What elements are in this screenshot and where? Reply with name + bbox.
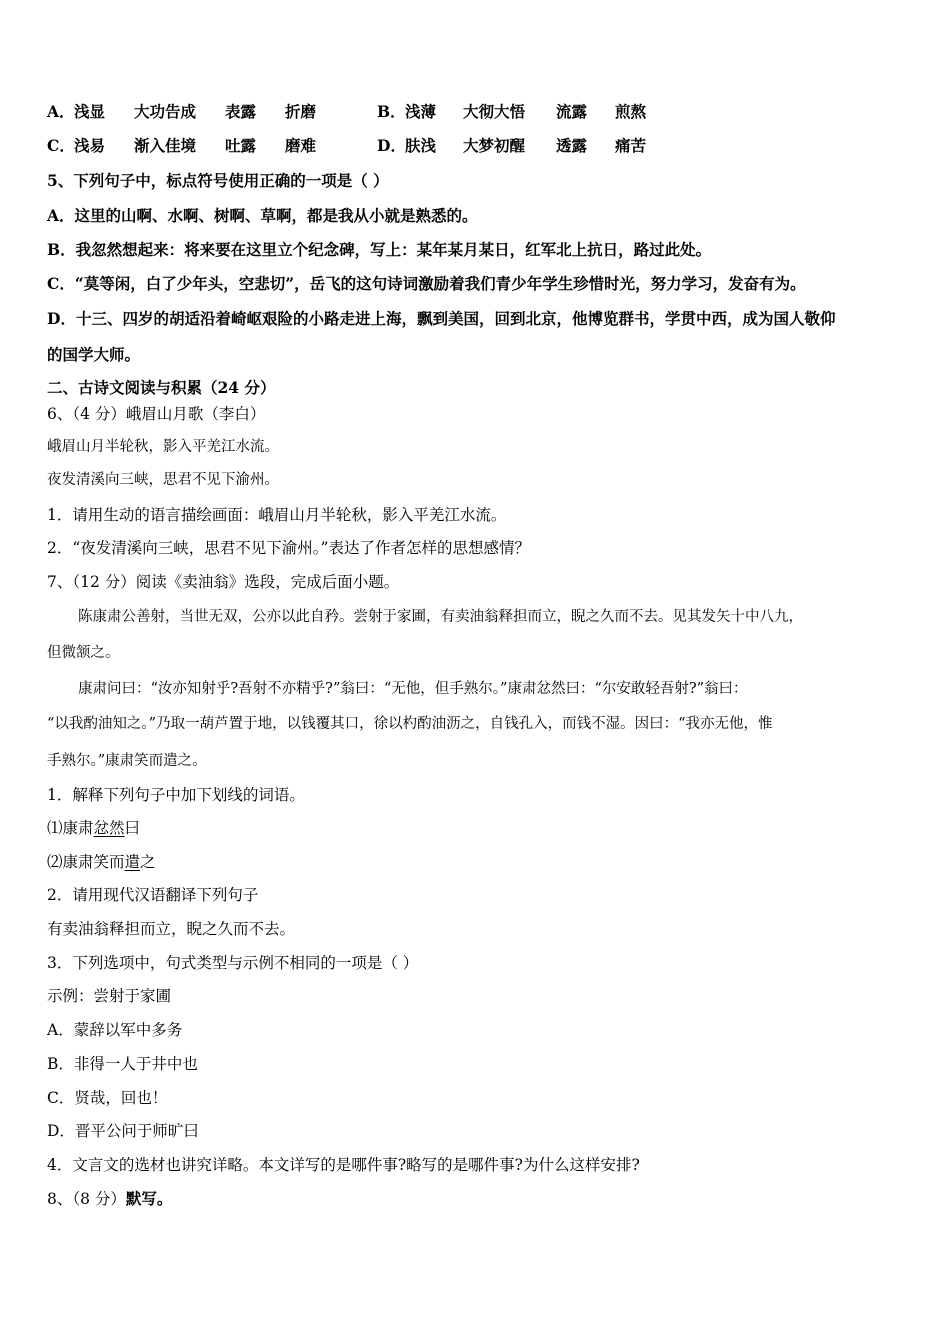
underlined-word: 忿然 <box>93 819 125 837</box>
q4-option-a-label: A． <box>47 102 75 121</box>
passage-line: “以我酌油知之。”乃取一葫芦置于地，以钱覆其口，徐以杓酌油沥之，自钱孔入，而钱不湿。因曰：“我亦无他，惟 <box>47 716 773 732</box>
q4-option-c-word: 浅易 <box>74 136 106 155</box>
q4-option-d-word: 大梦初醒 <box>463 136 526 155</box>
q4-options-row-ab <box>47 102 907 122</box>
q4-option-d-word: 肤浅 <box>405 136 437 155</box>
underlined-word: 遣 <box>124 853 141 871</box>
q4-option-a-word: 浅显 <box>74 102 106 121</box>
q5-option-b: B．我忽然想起来：将来要在这里立个纪念碑，写上：某年某月某日，红军北上抗日，路过此处。 <box>47 240 712 259</box>
q4-option-a-word: 折磨 <box>285 102 317 121</box>
q5-option-d-continued: 的国学大师。 <box>47 345 141 364</box>
q4-options-row-cd <box>47 136 907 156</box>
item-text: ⑵康肃笑而 <box>47 853 125 871</box>
q5-stem: 5、下列句子中，标点符号使用正确的一项是（ ） <box>47 171 389 190</box>
q4-option-a-word: 表露 <box>225 102 257 121</box>
q4-option-d-word: 痛苦 <box>615 136 647 155</box>
poem-line: 夜发清溪向三峡，思君不见下渝州。 <box>47 472 279 488</box>
q7-option-a: A．蒙辞以军中多务 <box>47 1021 183 1039</box>
q8-title: 默写。 <box>125 1189 173 1208</box>
translation-sentence: 有卖油翁释担而立，睨之久而不去。 <box>47 920 296 938</box>
q4-option-c-word: 吐露 <box>225 136 257 155</box>
passage-line: 手熟尔。”康肃笑而遣之。 <box>47 753 207 769</box>
q7-subquestion-2: 2．请用现代汉语翻译下列句子 <box>47 886 259 904</box>
q7-item-1b <box>47 852 156 872</box>
item-text: 之 <box>140 853 156 871</box>
q7-option-b: B．非得一人于井中也 <box>47 1055 198 1073</box>
q5-option-a: A．这里的山啊、水啊、树啊、草啊，都是我从小就是熟悉的。 <box>47 206 478 225</box>
q4-option-d-word: 透露 <box>556 136 588 155</box>
section-title: 二、古诗文阅读与积累（24 分） <box>47 378 276 397</box>
q4-option-a-word: 大功告成 <box>134 102 197 121</box>
passage-line: 康肃问曰：“汝亦知射乎?吾射不亦精乎?”翁曰：“无他，但手熟尔。”康肃忿然曰：“尔安敢轻吾射?”翁曰： <box>78 681 748 697</box>
item-text: ⑴康肃 <box>47 819 94 837</box>
q7-option-d: D．晋平公问于师旷曰 <box>47 1122 199 1140</box>
q7-subquestion-3: 3．下列选项中，句式类型与示例不相同的一项是（ ） <box>47 954 419 972</box>
q7-item-1a <box>47 818 140 838</box>
q4-option-d-label: D． <box>377 136 406 155</box>
q4-option-b-word: 大彻大悟 <box>463 102 526 121</box>
q8-number: 8、（8 分） <box>47 1190 126 1208</box>
poem-line: 峨眉山月半轮秋，影入平羌江水流。 <box>47 439 279 455</box>
q6-subquestion-2: 2．“夜发清溪向三峡，思君不见下渝州。”表达了作者怎样的思想感情？ <box>47 539 530 557</box>
q4-option-b-word: 煎熬 <box>615 102 647 121</box>
q4-option-b-word: 流露 <box>556 102 588 121</box>
q5-option-d: D．十三、四岁的胡适沿着崎岖艰险的小路走进上海，飘到美国，回到北京，他博览群书，学贯中西，成为国人敬仰 <box>47 309 836 328</box>
q8-heading <box>47 1189 172 1209</box>
q4-option-b-label: B． <box>377 102 406 121</box>
q7-subquestion-4: 4．文言文的选材也讲究详略。本文详写的是哪件事?略写的是哪件事?为什么这样安排? <box>47 1156 640 1174</box>
item-text: 曰 <box>124 819 141 837</box>
q4-option-c-word: 渐入佳境 <box>134 136 197 155</box>
passage-line: 但微颔之。 <box>47 645 120 661</box>
q6-heading: 6、（4 分）峨眉山月歌（李白） <box>47 405 266 423</box>
q4-option-c-label: C． <box>47 136 75 155</box>
example-sentence: 示例：尝射于家圃 <box>47 987 172 1005</box>
q6-subquestion-1: 1．请用生动的语言描绘画面：峨眉山月半轮秋，影入平羌江水流。 <box>47 506 507 524</box>
q4-option-b-word: 浅薄 <box>405 102 437 121</box>
q7-option-c: C．贤哉，回也！ <box>47 1089 168 1107</box>
q4-option-c-word: 磨难 <box>285 136 317 155</box>
q5-option-c: C．“莫等闲，白了少年头，空悲切”，岳飞的这句诗词激励着我们青少年学生珍惜时光，努力学习，发奋有为。 <box>47 274 806 293</box>
q7-heading: 7、（12 分）阅读《卖油翁》选段，完成后面小题。 <box>47 573 400 591</box>
passage-line: 陈康肃公善射，当世无双，公亦以此自矜。尝射于家圃，有卖油翁释担而立，睨之久而不去。见其发矢十中八九， <box>78 609 803 625</box>
q7-subquestion-1: 1．解释下列句子中加下划线的词语。 <box>47 786 305 804</box>
